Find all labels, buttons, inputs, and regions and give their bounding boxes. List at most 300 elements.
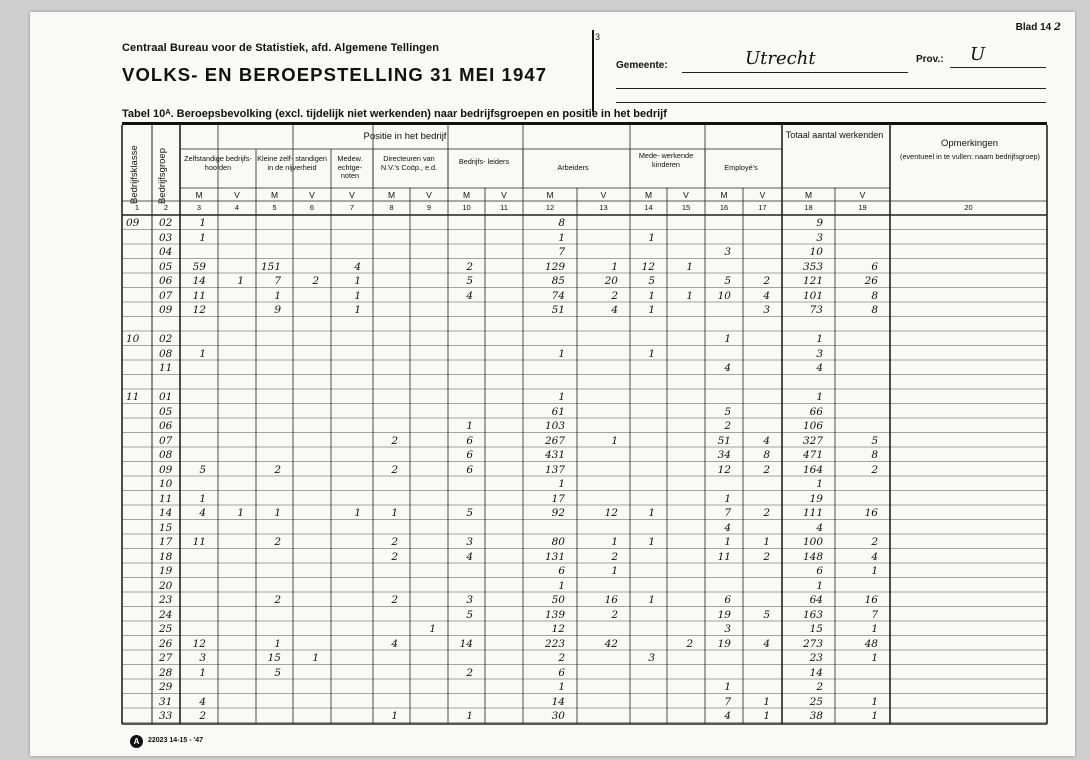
table-cell: 4 [816, 521, 823, 534]
table-cell: 6 [816, 565, 823, 577]
table-cell: 1 [871, 710, 878, 722]
cat-zelfstandige: Zelfstandige bedrijfs- hoofden [184, 154, 252, 172]
table-cell: 9 [816, 217, 823, 229]
table-cell: 10 [809, 246, 823, 258]
table-cell: 1 [237, 275, 244, 287]
bedrijfsgroep-cell: 10 [159, 478, 173, 490]
table-cell: 6 [466, 463, 473, 476]
table-cell: 6 [466, 434, 473, 447]
column-number: 20 [964, 203, 973, 212]
table-cell: 1 [763, 695, 770, 708]
table-cell: 8 [871, 304, 878, 316]
table-cell: 61 [551, 405, 565, 418]
table-cell: 1 [611, 565, 618, 577]
cat-arbeiders: Arbeiders [557, 163, 589, 172]
table-cell: 12 [551, 623, 565, 635]
provincie-value: U [970, 44, 986, 65]
table-cell: 1 [648, 536, 655, 548]
cat-bedrijfsleiders: Bedrijfs- leiders [458, 157, 510, 166]
table-cell: 5 [724, 405, 731, 418]
table-cell: 2 [763, 507, 770, 519]
table-cell: 16 [864, 507, 878, 519]
bedrijfsgroep-cell: 11 [159, 492, 173, 505]
table-cell: 5 [724, 275, 731, 287]
table-cell: 6 [558, 666, 565, 679]
bedrijfsgroep-cell: 06 [159, 275, 173, 287]
sex-label: V [309, 190, 315, 200]
bedrijfsgroep-cell: 31 [159, 695, 173, 708]
table-cell: 12 [192, 637, 206, 650]
column-number: 5 [272, 203, 277, 212]
table-cell: 5 [274, 666, 281, 679]
column-number: 4 [234, 203, 240, 212]
table-cell: 19 [717, 637, 731, 650]
table-cell: 2 [558, 652, 565, 664]
sex-label: M [462, 190, 471, 200]
table-cell: 1 [648, 507, 655, 519]
bedrijfsgroep-cell: 15 [159, 521, 173, 534]
table-cell: 3 [763, 304, 770, 316]
table-cell: 2 [466, 260, 473, 273]
col-bedrijfsgroep: Bedrijfsgroep [157, 148, 168, 204]
table-cell: 59 [192, 260, 206, 273]
table-cell: 8 [871, 449, 878, 461]
table-cell: 1 [558, 391, 565, 403]
table-cell: 1 [816, 579, 823, 592]
column-number: 12 [545, 203, 555, 212]
bedrijfsgroep-cell: 11 [159, 362, 173, 374]
table-cell: 1 [724, 492, 731, 505]
bedrijfsgroep-cell: 28 [159, 666, 173, 679]
column-number: 19 [858, 203, 867, 212]
column-number: 17 [758, 203, 767, 212]
table-cell: 16 [864, 594, 878, 606]
bedrijfsklasse-cell: 09 [126, 217, 140, 229]
table-cell: 1 [648, 231, 655, 244]
table-cell: 1 [558, 579, 565, 592]
bedrijfsgroep-cell: 19 [159, 565, 173, 577]
table-cell: 1 [199, 217, 206, 229]
table-cell: 11 [192, 289, 206, 302]
sex-label: V [683, 190, 689, 200]
table-cell: 1 [871, 652, 878, 664]
table-cell: 1 [354, 304, 361, 316]
table-cell: 8 [763, 449, 770, 461]
column-number: 1 [134, 203, 140, 212]
table-cell: 2 [391, 594, 398, 606]
table-cell: 1 [558, 231, 565, 244]
table-cell: 1 [558, 681, 565, 693]
table-cell: 4 [354, 260, 361, 273]
bedrijfsgroep-cell: 05 [159, 260, 173, 273]
table-cell: 273 [802, 637, 823, 650]
table-cell: 131 [544, 550, 565, 563]
table-cell: 3 [466, 536, 473, 548]
table-cell: 15 [809, 623, 823, 635]
table-cell: 10 [717, 289, 731, 302]
sex-label: V [859, 190, 866, 200]
bedrijfsgroep-cell: 09 [159, 463, 173, 476]
table-cell: 3 [466, 594, 473, 606]
table-caption: Tabel 10ᴬ. Beroepsbevolking (excl. tijdelijk niet werkenden) naar bedrijfsgroepen en positie in het bedrijf [122, 108, 667, 120]
table-cell: 121 [802, 275, 823, 287]
table-cell: 1 [199, 492, 206, 505]
table-cell: 8 [558, 217, 565, 229]
table-cell: 148 [802, 550, 823, 563]
table-cell: 73 [809, 304, 823, 316]
sex-label: M [644, 190, 653, 200]
sex-label: M [720, 190, 728, 200]
table-cell: 6 [724, 594, 731, 606]
sex-label: M [387, 190, 396, 200]
table-cell: 4 [724, 521, 731, 534]
table-cell: 1 [354, 275, 361, 287]
table-cell: 5 [466, 275, 473, 287]
table-cell: 103 [544, 420, 565, 432]
table-cell: 1 [274, 507, 281, 519]
bedrijfsgroep-cell: 20 [159, 579, 173, 592]
totaal-header: Totaal aantal werkenden [785, 130, 884, 140]
table-cell: 471 [802, 449, 823, 461]
table-cell: 1 [648, 594, 655, 606]
table-cell: 5 [763, 608, 770, 621]
table-cell: 4 [466, 289, 473, 302]
table-cell: 2 [611, 550, 618, 563]
table-cell: 4 [199, 695, 206, 708]
column-number: 15 [681, 203, 691, 212]
cat-medewerkende-kinderen: Mede- werkende kinderen [638, 151, 694, 169]
table-cell: 2 [391, 550, 398, 563]
table-cell: 5 [466, 507, 473, 519]
table-cell: 1 [354, 289, 361, 302]
column-number: 18 [804, 203, 813, 212]
table-cell: 1 [871, 565, 878, 577]
table-cell: 4 [724, 362, 731, 374]
table-cell: 9 [274, 304, 281, 316]
table-cell: 1 [466, 420, 473, 432]
table-cell: 139 [544, 608, 565, 621]
table-cell: 1 [199, 347, 206, 360]
bedrijfsgroep-cell: 27 [159, 652, 173, 664]
table-cell: 51 [551, 304, 565, 316]
bedrijfsgroep-cell: 33 [159, 710, 173, 722]
sex-label: M [804, 190, 813, 200]
sex-label: V [426, 190, 432, 200]
table-cell: 17 [551, 492, 565, 505]
table-cell: 34 [717, 449, 731, 461]
table-cell: 4 [763, 637, 770, 650]
table-cell: 164 [802, 463, 823, 476]
table-cell: 151 [260, 260, 281, 273]
sex-label: V [234, 190, 240, 200]
bedrijfsgroep-cell: 17 [159, 536, 173, 548]
table-cell: 50 [551, 594, 565, 606]
bedrijfsgroep-cell: 25 [159, 623, 173, 635]
bedrijfsklasse-cell: 10 [126, 333, 140, 345]
table-cell: 3 [816, 347, 823, 360]
column-number: 14 [644, 203, 653, 212]
table-cell: 12 [604, 507, 618, 519]
bedrijfsgroep-cell: 08 [159, 449, 173, 461]
column-number: 16 [719, 203, 729, 212]
table-cell: 12 [717, 463, 731, 476]
table-cell: 30 [551, 710, 565, 722]
bedrijfsgroep-cell: 02 [159, 333, 173, 345]
table-cell: 1 [274, 637, 281, 650]
column-number: 13 [599, 203, 608, 212]
sheet-number-handwritten: 2 [1054, 22, 1061, 33]
table-cell: 1 [724, 536, 731, 548]
table-cell: 6 [558, 565, 565, 577]
table-cell: 19 [717, 608, 731, 621]
bedrijfsgroep-cell: 18 [159, 550, 173, 563]
table-cell: 2 [274, 463, 281, 476]
column-number: 6 [309, 203, 315, 212]
table-cell: 14 [551, 695, 565, 708]
table-cell: 2 [763, 550, 770, 563]
table-cell: 1 [558, 478, 565, 490]
bedrijfsgroep-cell: 26 [159, 637, 173, 650]
table-cell: 1 [871, 695, 878, 708]
table-cell: 4 [199, 507, 206, 519]
table-cell: 1 [391, 507, 398, 519]
table-cell: 137 [544, 463, 565, 476]
positie-header: Positie in het bedrijf [363, 131, 447, 142]
print-code: 22023 14-15 - '47 [148, 737, 203, 744]
table-cell: 1 [429, 623, 436, 635]
sex-label: V [501, 190, 507, 200]
bedrijfsgroep-cell: 24 [159, 608, 173, 621]
table-cell: 48 [864, 637, 878, 650]
table-cell: 1 [686, 289, 693, 302]
table-cell: 1 [611, 536, 618, 548]
sex-label: M [195, 190, 203, 200]
table-cell: 6 [466, 449, 473, 461]
sex-label: V [349, 190, 355, 200]
table-cell: 1 [312, 652, 319, 664]
opmerkingen-subheader: (eventueel in te vullen: naam bedrijfsgroep) [900, 152, 1040, 161]
sheet-label: Blad 14 [1015, 22, 1052, 33]
organization-line: Centraal Bureau voor de Statistiek, afd. Algemene Tellingen [122, 42, 440, 54]
table-cell: 163 [802, 608, 823, 621]
table-cell: 2 [871, 463, 878, 476]
table-cell: 80 [551, 536, 565, 548]
table-cell: 1 [648, 304, 655, 316]
table-cell: 1 [611, 260, 618, 273]
table-cell: 3 [648, 652, 655, 664]
table-cell: 4 [611, 304, 618, 316]
column-number: 9 [426, 203, 432, 212]
table-cell: 1 [199, 231, 206, 244]
cat-kleine-zelfstandigen: Kleine zelf- standigen in de nijverheid [257, 154, 327, 172]
table-cell: 4 [763, 289, 770, 302]
table-cell: 1 [199, 666, 206, 679]
table-cell: 7 [558, 246, 565, 258]
bedrijfsgroep-cell: 29 [159, 681, 173, 693]
table-cell: 38 [809, 710, 823, 722]
bedrijfsgroep-cell: 23 [159, 594, 173, 606]
table-cell: 2 [611, 289, 618, 302]
table-cell: 1 [686, 260, 693, 273]
table-cell: 431 [544, 449, 565, 461]
table-cell: 1 [391, 710, 398, 722]
table-cell: 25 [809, 695, 823, 708]
opmerkingen-header: Opmerkingen [940, 138, 999, 149]
table-cell: 2 [274, 594, 281, 606]
table-cell: 1 [237, 507, 244, 519]
table-cell: 5 [466, 608, 473, 621]
table-cell: 2 [199, 710, 206, 722]
table-cell: 7 [724, 507, 731, 519]
table-cell: 1 [648, 347, 655, 360]
gemeente-label: Gemeente: [616, 60, 668, 71]
table-cell: 4 [871, 550, 878, 563]
census-form-sheet [30, 12, 1075, 756]
table-cell: 3 [724, 623, 731, 635]
table-cell: 16 [604, 594, 618, 606]
table-cell: 3 [199, 652, 206, 664]
table-cell: 42 [604, 637, 618, 650]
column-number: 11 [500, 203, 508, 212]
table-cell: 2 [686, 637, 693, 650]
sex-label: V [600, 190, 607, 200]
table-cell: 1 [724, 333, 731, 345]
cat-employes: Employé's [724, 163, 758, 172]
table-cell: 1 [648, 289, 655, 302]
sex-label: M [546, 190, 554, 200]
table-cell: 1 [724, 681, 731, 693]
bedrijfsgroep-cell: 02 [159, 217, 173, 229]
table-cell: 14 [459, 637, 473, 650]
column-number: 8 [389, 203, 394, 212]
sex-label: V [759, 190, 766, 200]
table-cell: 2 [724, 420, 731, 432]
table-cell: 14 [809, 666, 823, 679]
table-cell: 1 [871, 623, 878, 635]
table-cell: 11 [192, 536, 206, 548]
table-cell: 1 [763, 536, 770, 548]
bedrijfsgroep-cell: 01 [159, 391, 173, 403]
table-cell: 106 [802, 420, 823, 432]
bedrijfsgroep-cell: 14 [159, 507, 173, 519]
table-cell: 1 [274, 289, 281, 302]
bedrijfsgroep-cell: 07 [159, 289, 173, 302]
table-cell: 4 [466, 550, 473, 563]
table-cell: 2 [312, 275, 319, 287]
table-cell: 11 [717, 550, 731, 563]
table-cell: 101 [802, 289, 823, 302]
bedrijfsgroep-cell: 06 [159, 420, 173, 432]
table-cell: 85 [551, 275, 565, 287]
column-number: 10 [462, 203, 471, 212]
table-cell: 2 [391, 463, 398, 476]
cat-medewerkende-echtgenoten: Medew. echtge- noten [337, 154, 363, 180]
corner-mark: 3 [595, 32, 601, 42]
table-cell: 64 [809, 594, 823, 606]
bedrijfsgroep-cell: 04 [159, 246, 173, 258]
table-cell: 1 [763, 710, 770, 722]
table-cell: 2 [274, 536, 281, 548]
table-cell: 26 [864, 275, 878, 287]
bedrijfsgroep-cell: 07 [159, 434, 173, 447]
table-cell: 92 [551, 507, 565, 519]
form-title: VOLKS- EN BEROEPSTELLING 31 MEI 1947 [122, 64, 548, 85]
table-cell: 51 [717, 434, 731, 447]
table-cell: 7 [274, 275, 281, 287]
bedrijfsgroep-cell: 08 [159, 347, 173, 360]
table-cell: 1 [816, 333, 823, 345]
table-cell: 3 [816, 231, 823, 244]
gemeente-value: Utrecht [745, 48, 816, 69]
table-cell: 100 [802, 536, 823, 548]
col-bedrijfsklasse: Bedrijfsklasse [129, 145, 140, 204]
cat-directeuren: Directeuren van N.V.'s Coöp., e.d. [380, 154, 438, 172]
table-cell: 2 [816, 681, 823, 693]
table-cell: 1 [354, 507, 361, 519]
table-cell: 4 [763, 434, 770, 447]
table-cell: 1 [816, 478, 823, 490]
bedrijfsgroep-cell: 09 [159, 304, 173, 316]
table-cell: 7 [871, 608, 878, 621]
table-cell: 1 [558, 347, 565, 360]
table-cell: 1 [466, 710, 473, 722]
table-cell: 327 [802, 434, 823, 447]
table-cell: 3 [724, 246, 731, 258]
table-cell: 12 [641, 260, 655, 273]
table-cell: 5 [648, 275, 655, 287]
table-cell: 14 [192, 275, 206, 287]
table-cell: 2 [871, 536, 878, 548]
table-cell: 111 [802, 507, 823, 519]
table-cell: 1 [816, 391, 823, 403]
table-cell: 19 [809, 492, 823, 505]
table-cell: 4 [816, 362, 823, 374]
table-cell: 4 [724, 710, 731, 722]
printer-logo-icon: A [130, 735, 143, 748]
table-cell: 353 [802, 260, 823, 273]
sex-label: M [270, 190, 279, 200]
table-cell: 5 [871, 434, 878, 447]
table-cell: 7 [724, 695, 731, 708]
table-cell: 223 [544, 637, 565, 650]
bedrijfsgroep-cell: 05 [159, 405, 173, 418]
table-cell: 2 [391, 536, 398, 548]
provincie-label: Prov.: [916, 54, 944, 65]
table-cell: 2 [466, 666, 473, 679]
table-cell: 15 [267, 652, 281, 664]
column-number: 2 [163, 203, 169, 212]
column-number: 3 [196, 203, 202, 212]
table-cell: 8 [871, 289, 878, 302]
bedrijfsklasse-cell: 11 [126, 391, 140, 403]
bedrijfsgroep-cell: 03 [159, 231, 173, 244]
column-number: 7 [349, 203, 355, 212]
table-cell: 74 [551, 289, 565, 302]
table-cell: 129 [544, 260, 565, 273]
table-cell: 23 [809, 652, 823, 664]
table-cell: 2 [611, 608, 618, 621]
table-cell: 12 [192, 304, 206, 316]
table-cell: 267 [544, 434, 565, 447]
table-cell: 2 [763, 275, 770, 287]
table-cell: 4 [391, 637, 398, 650]
table-cell: 6 [871, 260, 878, 273]
table-cell: 2 [391, 434, 398, 447]
table-cell: 66 [809, 405, 823, 418]
table-cell: 2 [763, 463, 770, 476]
table-cell: 5 [199, 463, 206, 476]
table-cell: 20 [604, 275, 618, 287]
